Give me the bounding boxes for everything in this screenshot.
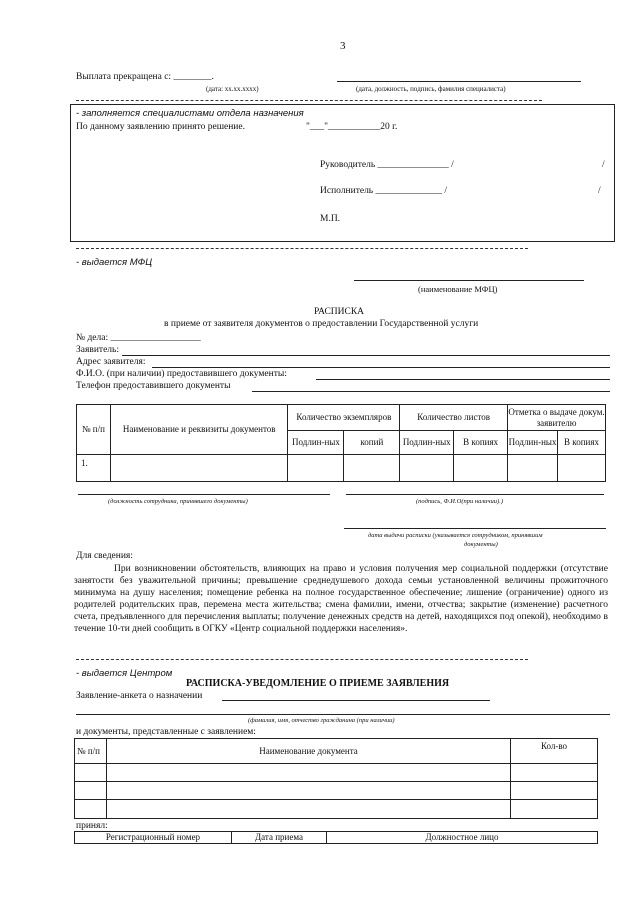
table-cell bbox=[75, 800, 107, 819]
table-cell bbox=[454, 455, 508, 482]
center-title: РАСПИСКА-УВЕДОМЛЕНИЕ О ПРИЕМЕ ЗАЯВЛЕНИЯ bbox=[186, 678, 450, 689]
col-qty: Кол-во bbox=[511, 739, 598, 764]
sub-originals: Подлин-ных bbox=[508, 431, 558, 455]
col-no: № п/п bbox=[77, 405, 111, 455]
accepted-label: принял: bbox=[76, 821, 108, 831]
col-reg-number: Регистрационный номер bbox=[75, 832, 232, 844]
sub-copies: В копиях bbox=[558, 431, 606, 455]
employee-position-hint: (должность сотрудника, принявшего документы) bbox=[108, 498, 248, 505]
sub-copies: копий bbox=[344, 431, 400, 455]
applicant-field-label: Заявитель: bbox=[76, 345, 119, 355]
dept-head-slash: / bbox=[602, 160, 605, 170]
receipt-subtitle: в приеме от заявителя документов о предоставлении Государственной услуги bbox=[164, 319, 479, 329]
application-label: Заявление-анкета о назначении bbox=[76, 691, 203, 701]
mfc-documents-table bbox=[76, 404, 606, 482]
col-sheets: Количество листов bbox=[400, 405, 508, 431]
info-text: При возникновении обстоятельств, влияющих на право и условия получения мер социальной поддержки (отсутствие занятости без уважительной причины; превышение среднедушевого дохода семьи установленной величины прожиточного минимума на душу населения; помещение ребенка на полное государственное обеспечение; лишение (ограничение) одного из родителей родительских прав, перемена места жительства; смена фамилии, имени, отчества; закрытие (изменение) расчетного счета, предъявленного для перечисления выплаты; получение денежных средств на детей, находящихся под опекой), необходимо в течение 10-ти дней сообщить в ОГКУ «Центр социальной поддержки населения». bbox=[74, 564, 608, 634]
fio-field-label: Ф.И.О. (при наличии) предоставившего документы: bbox=[76, 369, 287, 379]
issue-date-hint-2: документы) bbox=[464, 541, 498, 548]
mfc-name-line bbox=[354, 280, 584, 281]
separator-dashed bbox=[76, 248, 528, 249]
col-doc-name: Наименование и реквизиты документов bbox=[110, 405, 288, 455]
mfc-header: - выдается МФЦ bbox=[76, 257, 153, 268]
phone-field-label: Телефон предоставившего документы bbox=[76, 381, 231, 391]
address-field-line bbox=[152, 367, 610, 368]
dept-header: - заполняется специалистами отдела назначения bbox=[76, 108, 304, 119]
payment-stop-date-hint: (дата: хх.хх.хххх) bbox=[206, 85, 259, 93]
employee-position-line bbox=[78, 494, 330, 495]
col-issue-mark: Отметка о выдаче докум. заявителю bbox=[508, 405, 606, 431]
row-number: 1. bbox=[77, 455, 111, 482]
address-field-label: Адрес заявителя: bbox=[76, 357, 146, 367]
separator-dashed bbox=[76, 100, 542, 101]
sub-originals: Подлин-ных bbox=[400, 431, 454, 455]
fio-field-line bbox=[316, 379, 610, 380]
table-row bbox=[75, 782, 598, 800]
signature-hint: (подпись, Ф.И.О(при наличии).) bbox=[416, 498, 503, 505]
dept-executor-slash: / bbox=[598, 186, 601, 196]
col-copies: Количество экземпляров bbox=[288, 405, 400, 431]
table-cell bbox=[110, 455, 288, 482]
table-cell bbox=[511, 764, 598, 782]
table-cell bbox=[558, 455, 606, 482]
dept-head-signature: Руководитель _______________ / bbox=[320, 160, 454, 170]
phone-field-line bbox=[252, 391, 610, 392]
page-number: 3 bbox=[340, 40, 346, 52]
sub-copies: В копиях bbox=[454, 431, 508, 455]
table-cell bbox=[344, 455, 400, 482]
fio-hint: (фамилия, имя, отчество гражданина (при наличии) bbox=[248, 717, 395, 724]
registration-table bbox=[74, 831, 598, 844]
table-cell bbox=[400, 455, 454, 482]
info-label: Для сведения: bbox=[76, 551, 133, 561]
issue-date-line bbox=[344, 528, 606, 529]
application-line bbox=[222, 700, 490, 701]
center-documents-table bbox=[74, 738, 598, 819]
docs-label: и документы, представленные с заявлением: bbox=[76, 727, 256, 737]
col-no: № п/п bbox=[75, 739, 107, 764]
col-doc-name: Наименование документа bbox=[107, 739, 511, 764]
table-cell bbox=[511, 800, 598, 819]
table-cell bbox=[508, 455, 558, 482]
sub-originals: Подлин-ных bbox=[288, 431, 344, 455]
table-cell bbox=[288, 455, 344, 482]
mfc-name-hint: (наименование МФЦ) bbox=[418, 284, 498, 294]
payment-stop-label: Выплата прекращена с: ________. bbox=[76, 72, 214, 82]
dept-executor-signature: Исполнитель ______________ / bbox=[320, 186, 448, 196]
signature-line bbox=[346, 494, 604, 495]
dept-decision-date: "___"___________20 г. bbox=[306, 122, 398, 132]
table-cell bbox=[75, 764, 107, 782]
case-number-field: № дела: ___________________ bbox=[76, 333, 201, 343]
dept-stamp: М.П. bbox=[320, 214, 341, 224]
payment-stop-sign-hint: (дата, должность, подпись, фамилия специалиста) bbox=[356, 85, 506, 93]
payment-stop-sign-line bbox=[337, 81, 581, 82]
table-cell bbox=[107, 800, 511, 819]
receipt-title: РАСПИСКА bbox=[314, 307, 365, 317]
table-row bbox=[75, 800, 598, 819]
fio-line bbox=[76, 714, 610, 715]
table-cell bbox=[107, 782, 511, 800]
dept-decision: По данному заявлению принято решение. bbox=[76, 122, 245, 132]
applicant-field-line bbox=[122, 355, 610, 356]
separator-dashed bbox=[76, 659, 528, 660]
col-official: Должностное лицо bbox=[327, 832, 598, 844]
center-header: - выдается Центром bbox=[76, 668, 173, 679]
issue-date-hint-1: дата выдачи расписки (указывается сотрудником, принявшим bbox=[368, 532, 543, 539]
table-row bbox=[75, 764, 598, 782]
table-cell bbox=[75, 782, 107, 800]
col-date: Дата приема bbox=[232, 832, 327, 844]
table-cell bbox=[511, 782, 598, 800]
table-row bbox=[77, 455, 606, 482]
table-cell bbox=[107, 764, 511, 782]
